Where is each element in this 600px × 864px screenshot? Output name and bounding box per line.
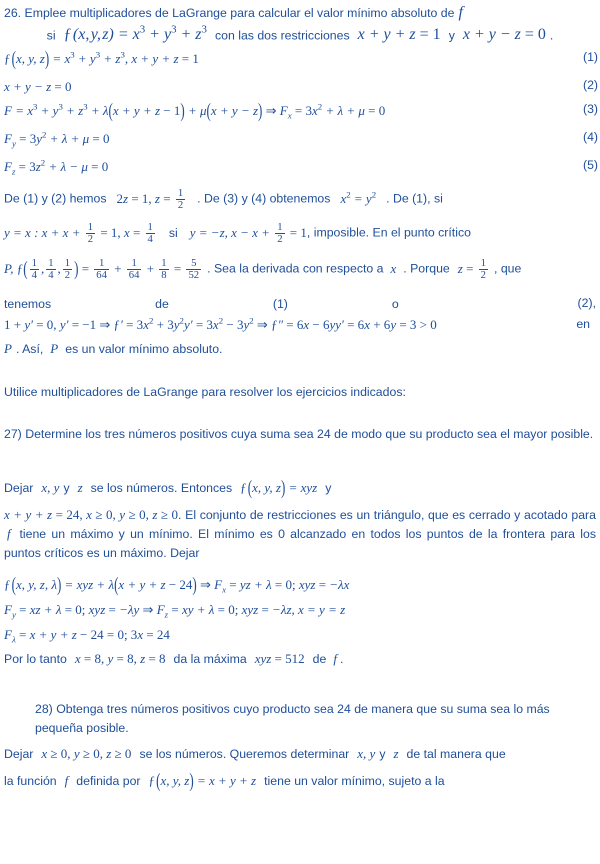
p27-text-h: da la máxima [173,652,247,666]
second-derivative-computation: 1 + y′ = 0, y′ = −1 ⇒ ƒ′ = $3x^2 + 3y^2y' = 3x^2 - 3y^2$ ⇒ ƒ″ = 6x − 6yy′ = 6x + 6y = 3 > 0 [4,316,437,333]
label-con-restricciones: con las dos restricciones [214,28,350,43]
solution-line-2 [0,222,600,245]
p28-text-c: y [379,747,386,761]
p28-text-d: de tal manera que [406,747,506,761]
equation-3: $F = x^3 + y^3 + z^3 + \lambda(x + y + z - 1) + \mu(x + y - z)$ ⇒ $F_x = 3x^2 + \lambda + \mu = 0$ [4,98,386,123]
function-symbol-f: f [458,4,463,21]
constraint-1: x + y + z = 1 [357,26,441,44]
p27-constraints: x + y + z = 24, x ≥ 0, y ≥ 0, z ≥ 0 [4,507,179,522]
p27-solution-values: x = 8, y = 8, z = 8 [74,651,166,666]
p27-text-a: Dejar [4,481,34,495]
problem-27-eq-c [0,626,600,645]
solution-text-b: . De (3) y (4) obtenemos [197,191,331,206]
equation-1-number: (1) [582,50,598,64]
equation-2: x + y − z = 0 [4,79,72,94]
equation-4-row [0,130,600,149]
problem-28-text: 28) Obtenga tres números positivos cuyo producto sea 24 de manera que su suma sea lo más pequeña posible. [35,702,550,735]
solution-ref-2: (2), [577,296,596,310]
p27-text-f: tiene un máximo y un mínimo. El mínimo es 0 alcanzado en todos los puntos de la frontera para los puntos críticos es un máximo. Dejar [4,526,597,560]
problem-28-line-2 [0,768,600,792]
solution-ref-1: (1) [272,297,288,311]
solution-text-g: , que [494,261,522,276]
solution-text-i: de [155,297,169,311]
equation-2-number: (2) [582,78,598,92]
p28-text-f: definida por [76,774,141,788]
solution-line-1 [0,188,600,211]
problem-27-line-1 [0,475,600,499]
p28-text-b: se los números. Queremos determinar [139,747,350,761]
equation-4-number: (4) [582,130,598,144]
equation-3-row [0,98,600,123]
p27-text-e: . El conjunto de restricciones es un triángulo, que es cerrado y acotado para [178,508,596,522]
derived-x2-y2: $x^2 = y^2$ [340,189,377,206]
p27-lambda-derivative: $F_\lambda = x + y + z - 24 = 0$; 3x = 24 [4,627,170,645]
p28-objective-function: ƒ (x, y, z) = x + y + z [148,768,257,792]
solution-text-h: tenemos [4,297,52,311]
problem-27-eq-a [0,572,600,596]
p28-constraints: x ≥ 0, y ≥ 0, z ≥ 0 [41,746,132,761]
problem-27-line-2 [0,506,600,562]
exercise-instruction [0,383,600,402]
p28-var-z: z [393,746,399,761]
function-definition: ƒ (x, y, $z) = x^3 + y^3 + z^3$ [63,24,207,44]
problem-26-statement-text: 26. Emplee multiplicadores de LaGrange para calcular el valor mínimo absoluto de [4,6,455,20]
equation-5-number: (5) [582,158,598,172]
solution-text-m: es un valor mínimo absoluto. [65,342,223,356]
solution-text-c: . De (1), si [386,191,443,206]
equation-2-row [0,78,600,96]
equation-1: ƒ (x, y, $z) = x^3 + y^3 + z^3$, x + y + z = 1 [4,46,199,71]
solution-text-l: . Así, [15,342,44,356]
solution-text-k: en [576,317,590,331]
solution-text-d: , imposible. En el punto crítico [306,225,471,240]
p28-text-a: Dejar [4,747,34,761]
p27-lagrange-function: ƒ (x, y, z, λ) = xyz + λ(x + y + z − 24) ⇒ $F_x$ = yz + λ = 0; xyz = −λx [4,572,350,596]
p28-text-e: la función [4,774,57,788]
p28-text-g: tiene un valor mínimo, sujeto a la [264,774,445,788]
solution-line-4 [0,295,600,314]
case-y-equals-neg-z: y = −z, x − x + $\frac{1}{2}$ = 1 [189,221,307,245]
equation-5: $F_z = 3z^2 + \lambda - \mu = 0$ [4,158,109,177]
p27-text-i: de [312,652,327,666]
point-P-1: P [4,341,12,356]
equation-4: $F_y = 3y^2 + \lambda + \mu = 0$ [4,130,110,149]
problem-27-eq-b [0,601,600,620]
p27-text-b: y [63,481,70,495]
problem-26-statement-line2 [0,24,600,45]
solution-text-j: o [391,297,399,311]
problem-27-final [0,650,600,669]
problem-27-statement [0,425,600,444]
p27-partial-derivatives: $F_y$ = xz + λ = 0; xyz = −λy ⇒ $F_z$ = xy + λ = 0; xyz = −λz, x = y = z [4,602,346,620]
equation-5-row [0,158,600,177]
label-si: si [46,28,56,43]
p27-text-c: se los números. Entonces [90,481,233,495]
p27-max-value: xyz = 512 [254,651,305,666]
p27-text-g: Por lo tanto [4,652,67,666]
label-y: y [448,28,455,43]
solution-line-6 [0,340,600,359]
variable-x: x [390,260,397,276]
solution-text-a: De (1) y (2) hemos [4,191,107,206]
p27-function-f: f [7,525,11,541]
solution-line-5 [0,316,600,334]
constraint-2: x + y − z = 0 [462,26,546,44]
equation-3-number: (3) [582,102,598,116]
problem-28-line-1 [0,745,600,764]
critical-point-value: P, ƒ( $\frac{1}{4}$ , $\frac{1}{4}$ , $\frac{1}{2}$ ) = $\frac{1}{64}$ + $\frac{1}{64}$ + $\frac{1}{8}$ = $\frac{5}{52}$ [4,256,200,281]
label-si-2: si [168,225,178,240]
problem-27-text: 27) Determine los tres números positivos cuya suma sea 24 de modo que su producto sea el mayor posible. [4,427,594,441]
p28-function-f: f [64,773,69,788]
case-y-equals-x: y = x : x + x + $\frac{1}{2}$ = 1, x = $\frac{1}{4}$ [4,221,153,245]
solution-text-f: . Porque [403,261,450,276]
p27-text-d: y [325,481,332,495]
p27-vars-xy: x, y [41,480,60,495]
problem-26-statement-line1 [0,4,600,23]
instruction-text: Utilice multiplicadores de LaGrange para resolver los ejercicios indicados: [4,385,406,399]
p28-vars-xy: x, y [357,746,376,761]
z-value: z = $\frac{1}{2}$ [457,257,486,281]
derived-z-value: 2z = 1, z = $\frac{1}{2}$ [116,187,184,211]
p27-objective-function: ƒ (x, y, z) = xyz [240,475,318,499]
equation-1-row [0,46,600,71]
solution-line-3 [0,258,600,281]
solution-text-e: . Sea la derivada con respecto a [207,261,384,276]
p27-f-symbol: f [333,651,337,666]
p27-period: . [339,652,344,666]
problem-28-statement [0,700,600,738]
p27-var-z: z [77,480,83,495]
point-P-2: P [50,341,59,356]
period: . [549,28,554,43]
